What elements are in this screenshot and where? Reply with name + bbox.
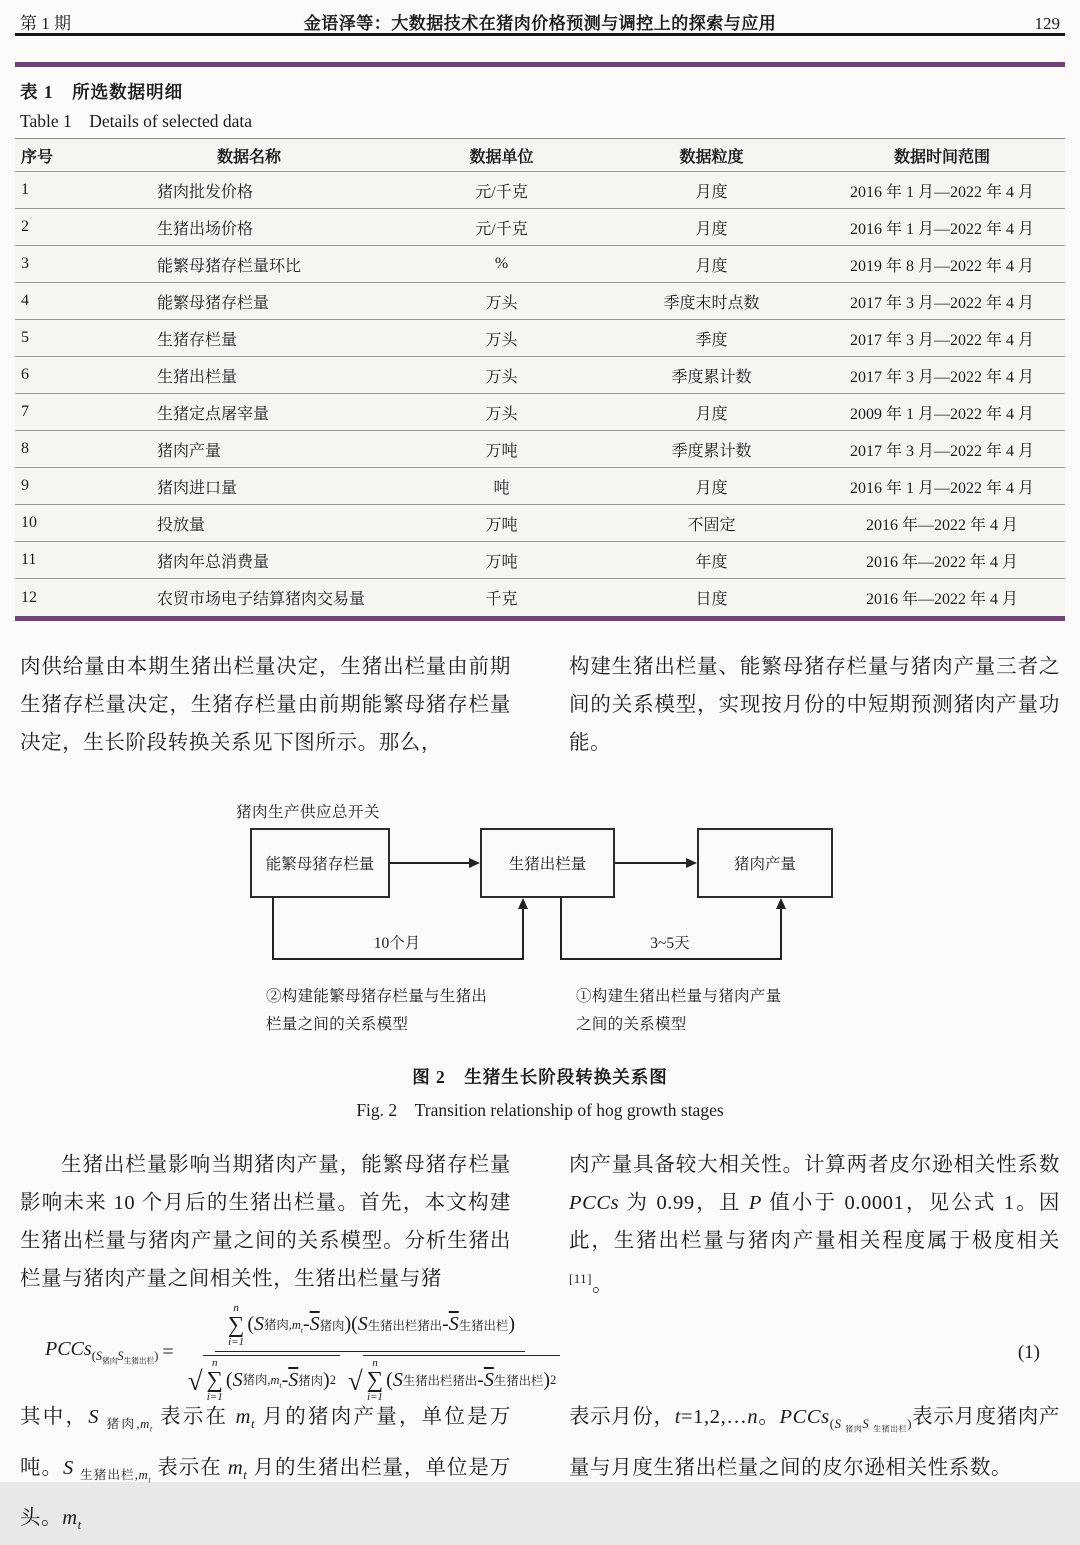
table-cell: 1 — [21, 181, 29, 198]
arrow-line — [390, 862, 470, 864]
arrow-right-icon — [469, 858, 480, 868]
table-cell: 千克 — [485, 591, 518, 608]
paragraph-left: 肉供给量由本期生猪出栏量决定，生猪出栏量由前期生猪存栏量决定，生猪存栏量由前期能繁母猪存栏量决定，生长阶段转换关系见下图所示。那么， — [20, 656, 511, 754]
header-rule — [15, 33, 1065, 36]
data-table — [15, 138, 1065, 621]
table-row — [15, 542, 1065, 579]
table-cell: % — [494, 255, 509, 272]
table-cell: 4 — [21, 292, 29, 309]
table-top-rule — [15, 62, 1065, 67]
diagram-box-pork-production: 猪肉产量 — [697, 828, 833, 898]
column-header: 序号 — [21, 148, 54, 166]
table-cell: 月度 — [695, 183, 728, 201]
table-row — [15, 468, 1065, 505]
loop-label-3-5-days: 3~5天 — [650, 935, 690, 952]
table-cell: 9 — [21, 477, 29, 494]
figure-caption-en: Fig. 2 Transition relationship of hog growth stages — [356, 1100, 724, 1120]
diagram-box-sow-stock: 能繁母猪存栏量 — [250, 828, 390, 898]
table-cell: 季度累计数 — [671, 442, 752, 460]
loop-label-10-months: 10个月 — [373, 935, 421, 952]
column-header: 数据粒度 — [679, 148, 744, 166]
table-cell: 投放量 — [157, 516, 206, 534]
running-head — [20, 9, 1060, 34]
table-cell: 生猪出场价格 — [157, 220, 254, 238]
loop-line — [780, 905, 782, 960]
table-row — [15, 394, 1065, 431]
table-caption-en: Table 1 Details of selected data — [20, 111, 253, 131]
table-body — [15, 172, 1065, 616]
figure-caption-zh: 图 2 生猪生长阶段转换关系图 — [412, 1067, 668, 1087]
table-row — [15, 357, 1065, 394]
paragraph-left: 生猪出栏量影响当期猪肉产量，能繁母猪存栏量影响未来 10 个月后的生猪出栏量。首先，本文构建生猪出栏量与猪肉产量之间的关系模型。分析生猪出栏量与猪肉产量之间相关性，生猪出栏量与猪 — [20, 1154, 511, 1290]
table-cell: 元/千克 — [475, 220, 528, 238]
table-cell: 万头 — [485, 294, 518, 312]
table-cell: 5 — [21, 329, 29, 346]
arrow-up-icon — [518, 898, 528, 909]
table-cell: 3 — [21, 255, 29, 272]
table-cell: 12 — [21, 588, 37, 606]
table-cell: 2019 年 8 月—2022 年 4 月 — [849, 257, 1034, 275]
table-cell: 万吨 — [485, 442, 518, 460]
table-cell: 生猪存栏量 — [157, 331, 238, 349]
table-row — [15, 246, 1065, 283]
paragraph-right: 表示月份，t=1,2,…n。PCCs$_{(S _{猪肉}S _{生猪出栏})}$表示月度猪肉产量与月度生猪出栏量之间的皮尔逊相关性系数。 — [569, 1406, 1061, 1479]
table-row — [15, 283, 1065, 320]
arrow-up-icon — [776, 898, 786, 909]
table-cell: 2 — [21, 218, 29, 235]
table-cell: 2017 年 3 月—2022 年 4 月 — [849, 368, 1034, 386]
column-header: 数据单位 — [469, 148, 534, 166]
table-cell: 8 — [21, 440, 29, 457]
table-cell: 万头 — [485, 368, 518, 386]
table-row — [15, 172, 1065, 209]
diagram-note-1: ①构建生猪出栏量与猪肉产量 之间的关系模型 — [576, 988, 782, 1033]
loop-line — [272, 958, 524, 960]
arrow-line — [615, 862, 687, 864]
table-row — [15, 320, 1065, 357]
paragraph-block-1 — [20, 648, 1060, 762]
table-caption-zh: 表 1 所选数据明细 — [20, 82, 184, 102]
diagram-note-2: ②构建能繁母猪存栏量与生猪出 栏量之间的关系模型 — [266, 988, 488, 1033]
table-cell: 生猪定点屠宰量 — [157, 405, 270, 423]
running-title: 金语泽等：大数据技术在猪肉价格预测与调控上的探索与应用 — [303, 14, 777, 33]
table-row — [15, 505, 1065, 542]
table-cell: 猪肉年总消费量 — [157, 553, 270, 571]
table-row — [15, 579, 1065, 616]
table-cell: 元/千克 — [475, 183, 528, 201]
equation-1 — [45, 1301, 1040, 1403]
equation-number: (1) — [1017, 1341, 1040, 1363]
fraction-denominator: √ n ∑ i=1 ( S 猪肉$,m_t$ - $\overline{S}$ 猪肉 ) 2 √ n ∑ i=1 ( S 生猪出栏猪出 - $\overline{S}$ 生猪出栏 ) 2 — [180, 1352, 561, 1403]
table-cell: 10 — [21, 514, 37, 531]
table-cell: 2016 年 1 月—2022 年 4 月 — [849, 220, 1034, 238]
table-cell: 11 — [21, 551, 37, 568]
diagram-box-hog-output: 生猪出栏量 — [480, 828, 615, 898]
loop-line — [522, 905, 524, 960]
table-cell: 2016 年—2022 年 4 月 — [865, 516, 1018, 534]
table-cell: 不固定 — [687, 516, 736, 534]
paragraph-left: 其中，S $_{猪肉,m_t}$ 表示在 $m_t$ 月的猪肉产量，单位是万吨。S $_{生猪出栏,m_t}$ 表示在 $m_t$ 月的生猪出栏量，单位是万头。$m_t$ — [20, 1406, 511, 1533]
table-cell: 猪肉产量 — [157, 442, 222, 460]
loop-line — [560, 958, 782, 960]
table-cell: 猪肉批发价格 — [157, 183, 254, 201]
table-cell: 月度 — [695, 257, 728, 275]
table-cell: 月度 — [695, 220, 728, 238]
table-cell: 万吨 — [485, 553, 518, 571]
issue-label: 第 1 期 — [20, 14, 71, 33]
table-cell: 6 — [21, 366, 29, 383]
table-cell: 季度 — [695, 331, 728, 349]
table-cell: 日度 — [695, 591, 728, 608]
table-cell: 2016 年—2022 年 4 月 — [865, 591, 1018, 608]
table-row — [15, 431, 1065, 468]
table-cell: 吨 — [493, 479, 510, 497]
loop-line — [560, 898, 562, 958]
column-header: 数据时间范围 — [893, 148, 990, 166]
fraction-numerator: n ∑ i=1 ( S 猪肉$,m_t$ - $\overline{S}$ 猪肉 )( S 生猪出栏猪出 - $\overline{S}$ 生猪出栏 ) — [215, 1302, 525, 1352]
page-number: 129 — [1034, 14, 1060, 33]
equals-sign: = — [162, 1341, 174, 1363]
table-cell: 2016 年—2022 年 4 月 — [865, 553, 1018, 571]
table-cell: 万头 — [485, 331, 518, 349]
table-cell: 2016 年 1 月—2022 年 4 月 — [849, 479, 1034, 497]
diagram-top-label: 猪肉生产供应总开关 — [236, 804, 381, 821]
table-cell: 2009 年 1 月—2022 年 4 月 — [849, 405, 1034, 423]
table-cell: 2017 年 3 月—2022 年 4 月 — [849, 442, 1034, 460]
loop-line — [272, 898, 274, 958]
table-cell: 能繁母猪存栏量 — [157, 294, 270, 312]
paragraph-right: 构建生猪出栏量、能繁母猪存栏量与猪肉产量三者之间的关系模型，实现按月份的中短期预测猪肉产量功能。 — [569, 656, 1060, 754]
table-cell: 2017 年 3 月—2022 年 4 月 — [849, 294, 1034, 312]
table-cell: 2017 年 3 月—2022 年 4 月 — [849, 331, 1034, 349]
table-cell: 能繁母猪存栏量环比 — [157, 257, 302, 275]
table-cell: 年度 — [695, 553, 728, 571]
equation-fraction — [180, 1302, 561, 1403]
table-cell: 季度累计数 — [671, 368, 752, 386]
table-cell: 猪肉进口量 — [157, 479, 238, 497]
column-header: 数据名称 — [216, 148, 281, 166]
hog-growth-diagram — [200, 793, 880, 1048]
table-cell: 月度 — [695, 405, 728, 423]
table-cell: 月度 — [695, 479, 728, 497]
table-cell: 农贸市场电子结算猪肉交易量 — [157, 591, 366, 608]
table-row — [15, 209, 1065, 246]
paragraph-block-2 — [20, 1146, 1060, 1304]
table-cell: 季度末时点数 — [663, 294, 760, 312]
table-cell: 2016 年 1 月—2022 年 4 月 — [849, 183, 1034, 201]
equation-lhs: PCCs$_{(S_{猪肉}S_{生猪出栏})}$ — [45, 1338, 159, 1366]
paragraph-block-3 — [20, 1398, 1060, 1545]
table-cell: 生猪出栏量 — [157, 368, 238, 386]
table-cell: 万头 — [485, 405, 518, 423]
table-header-row — [15, 139, 1065, 172]
arrow-right-icon — [686, 858, 697, 868]
paragraph-right: 肉产量具备较大相关性。计算两者皮尔逊相关性系数 PCCs 为 0.99，且 P 值小于 0.0001，见公式 1。因此，生猪出栏量与猪肉产量相关程度属于极度相关[11]。 — [569, 1154, 1060, 1296]
table-cell: 7 — [21, 403, 29, 420]
table-cell: 万吨 — [485, 516, 518, 534]
